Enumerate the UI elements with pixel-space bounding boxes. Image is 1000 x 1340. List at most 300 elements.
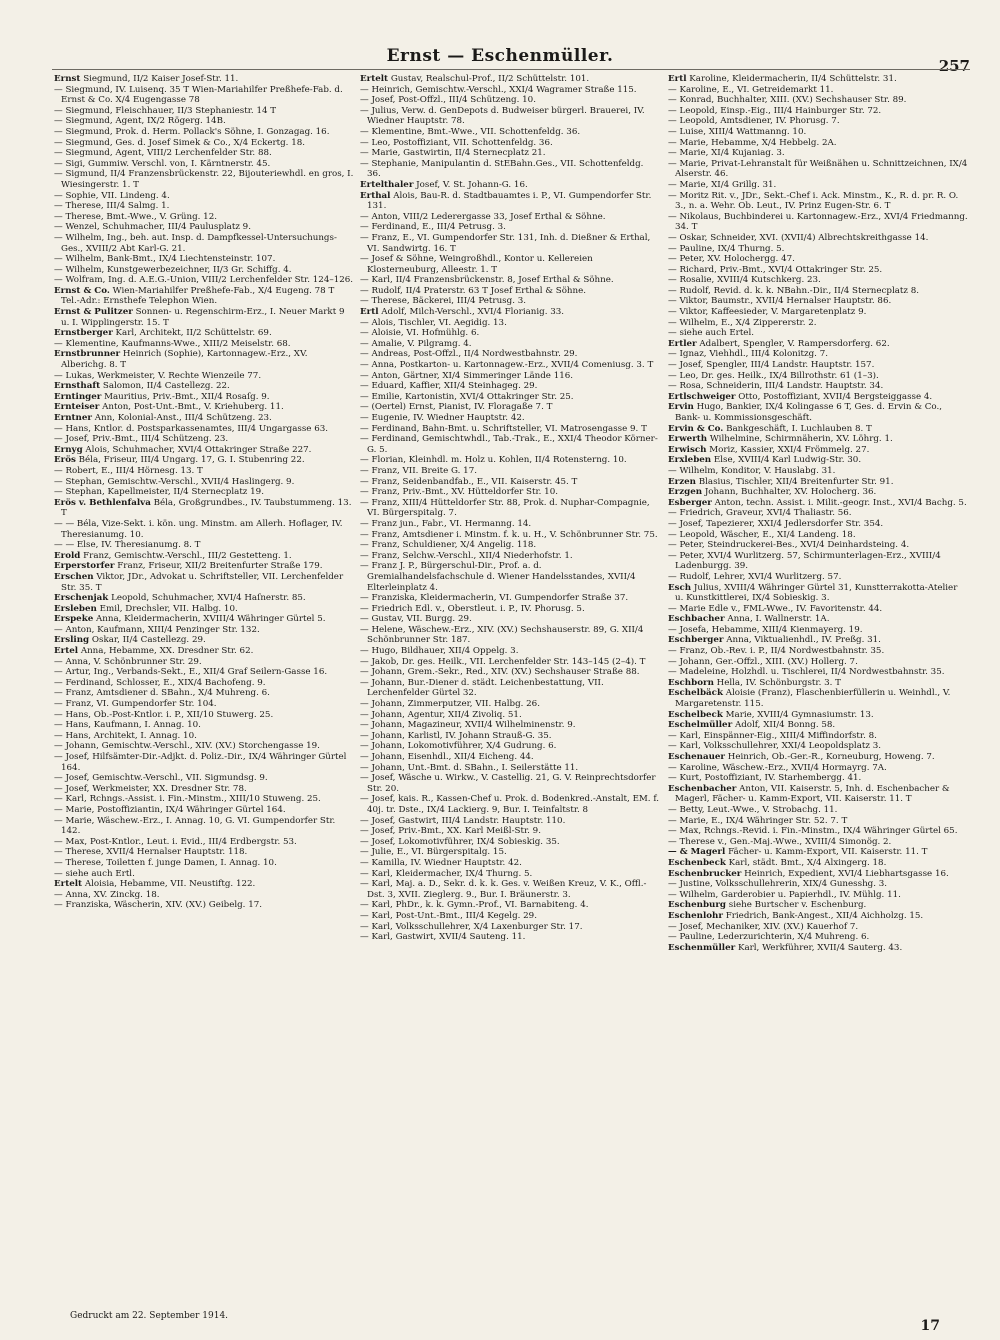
entry-details: Gustav, Realschul-Prof., II/2 Schüttelstr. 101. [390,74,590,84]
directory-entry [54,837,354,848]
directory-entry [54,424,354,435]
directory-entry [360,869,660,880]
entry-details: — Johann, Ger.-Offzl., XIII. (XV.) Hollerg. 7. [668,656,858,667]
directory-entry [668,530,968,541]
entry-details: — Franz, E., VI. Gumpendorfer Str. 131, Inh. d. Dießner & Erthal, VI. Sandwirtg. 16. T [360,232,651,254]
directory-entry [668,434,968,445]
directory-entry [360,159,660,180]
directory-entry [54,604,354,615]
entry-details: — Eugenie, IV. Wiedner Hauptstr. 42. [360,413,525,423]
directory-entry [360,191,660,212]
directory-entry [360,402,660,413]
entry-surname: Ernstbrunner [54,349,121,360]
entry-details: Marie, XVIII/4 Gymnasiumstr. 13. [725,709,874,720]
directory-entry [360,614,660,625]
entry-details: Béla, Großgrundbes., IV. Taubstummeng. 13. T [61,497,352,519]
entry-details: — Franz jun., Fabr., VI. Hermanng. 14. [360,518,532,529]
directory-entry [54,593,354,604]
directory-entry [54,191,354,202]
entry-details: Oskar, II/4 Castellezg. 29. [91,635,206,646]
entry-details: — Josef, Lokomotivführer, IX/4 Sobieskig. 35. [360,836,560,847]
directory-entry [54,371,354,382]
entry-details: Anna, Viktualienhdl., IV. Preßg. 31. [726,635,881,646]
entry-details: Blasius, Tischler, XII/4 Breitenfurter Str. 91. [698,476,894,487]
directory-entry [668,254,968,265]
entry-surname: Ertl [668,74,687,84]
entry-details: — Max, Rchngs.-Revid. i. Fin.-Minstm., IX/4 Währinger Gürtel 65. [668,826,958,837]
directory-entry [360,307,660,318]
directory-entry [668,837,968,848]
directory-entry [668,890,968,901]
entry-details: Viktor, JDr., Advokat u. Schriftsteller, VII. Lerchenfelder Str. 35. T [61,571,344,593]
entry-details: — Ferdinand, E., III/4 Petrusg. 3. [360,222,506,233]
directory-entry [668,402,968,423]
entry-surname: Eschenlohr [668,910,723,921]
directory-entry [54,477,354,488]
entry-details: Heinrich, Ob.-Ger.-R., Korneuburg, Howeng. 7. [727,752,935,762]
directory-entry [360,455,660,466]
entry-surname: Esch [668,582,692,593]
entry-surname: Ertelthaler [360,179,414,190]
directory-entry [54,794,354,805]
directory-entry [668,583,968,604]
entry-details: — Hans, Kntlor. d. Postsparkassenamtes, III/4 Ungargasse 63. [54,423,329,434]
entry-details: — Therese, Toiletten f. junge Damen, I. Annag. 10. [54,857,277,868]
directory-entry [360,657,660,668]
entry-details: — Josef, Tapezierer, XXI/4 Jedlersdorfer Str. 354. [668,518,884,529]
entry-details: Anna, Hebamme, XX. Dresdner Str. 62. [80,646,254,657]
entry-details: Anton, Post-Unt.-Bmt., V. Kriehuberg. 11. [102,402,284,413]
page-number: 257 [938,57,970,75]
entry-details: — Josef, Werkmeister, XX. Dresdner Str. 78. [54,783,247,794]
directory-entry [668,657,968,668]
directory-entry [360,212,660,223]
entry-details: — Artur, Ing., Verbands-Sekt., E., XII/4 Graf Seilern-Gasse 16. [54,667,328,678]
directory-entry [54,434,354,445]
entry-details: — Josef, kais. R., Kassen-Chef u. Prok. d. Bodenkred.-Anstalt, EM. f. 40j. tr. Dste., IX/4 Lackierg. 9, Bur. I. Teinfaltstr. 8 [360,794,660,815]
directory-entry [54,286,354,307]
entry-details: — Luise, XIII/4 Wattmanng. 10. [668,126,807,137]
directory-entry [360,551,660,562]
entry-details: — Rudolf, Lehrer, XVI/4 Wurlitzerg. 57. [668,571,842,582]
directory-entry [668,858,968,869]
directory-entry [360,911,660,922]
directory-entry [360,254,660,275]
directory-entry [668,625,968,636]
directory-entry [668,148,968,159]
entry-surname: Erperstorfer [54,561,115,572]
directory-entry [668,191,968,212]
entry-details: — Hans, Ob.-Post-Kntlor. i. P., XII/10 Stuwerg. 25. [54,709,274,720]
directory-entry [360,720,660,731]
entry-details: Karl, Architekt, II/2 Schüttelstr. 69. [115,328,272,339]
directory-entry [668,371,968,382]
entry-details: — Wilhelm, E., X/4 Zippererstr. 2. [668,317,817,328]
directory-entry [54,275,354,286]
entry-details: — Madeleine, Holzhdl. u. Tischlerei, II/4 Nordwestbahnstr. 35. [668,667,945,678]
entry-details: — Josef, Gemischtw.-Verschl., VII. Sigmundsg. 9. [54,773,268,784]
directory-entry [360,847,660,858]
entry-details: — Franziska, Kleidermacherin, VI. Gumpendorfer Straße 37. [360,593,629,604]
entry-details: — Johann, Agentur, XII/4 Zivoliq. 51. [360,709,522,720]
entry-details: — Wenzel, Schuhmacher, III/4 Paulusplatz 9. [54,222,251,233]
directory-entry [360,604,660,615]
entry-surname: Eschenbeck [668,857,726,868]
directory-entry [54,858,354,869]
entry-details: Hugo, Bankier, IX/4 Kolingasse 6 T, Ges. d. Ervin & Co., Bank- u. Kommissionsgeschäft. [675,402,942,423]
directory-entry [360,879,660,900]
entry-details: — Siegmund, IV. Luisenq. 35 T Wien-Mariahilfer Preßhefe-Fab. d. Ernst & Co. X/4 Eugengasse 78 [54,84,343,106]
entry-surname: Ervin & Co. [668,423,724,434]
directory-entry [54,731,354,742]
directory-entry [54,402,354,413]
directory-entry [54,328,354,339]
directory-entry [668,392,968,403]
entry-surname: Erwisch [668,444,707,455]
directory-entry [668,678,968,689]
entry-details: Alois, Bau-R. d. Stadtbauamtes i. P., VI. Gumpendorfer Str. 131. [367,190,652,212]
entry-details: — Ignaz, Viehhdl., III/4 Kolonitzg. 7. [668,349,828,360]
directory-entry [54,148,354,159]
directory-entry [360,922,660,933]
directory-entry [54,254,354,265]
page-header-title: Ernst — Eschenmüller. [386,46,614,66]
entry-details: — Franz, Amtsdiener i. Minstm. f. k. u. H., V. Schönbrunner Str. 75. [360,529,658,540]
column-right [668,74,968,1304]
entry-details: — Johann, Eisenhdl., XII/4 Eicheng. 44. [360,752,534,762]
directory-entry [360,286,660,297]
directory-entry [668,244,968,255]
directory-entry [360,424,660,435]
entry-details: Johann, Buchhalter, XV. Holocherg. 36. [704,487,877,498]
directory-entry [668,572,968,583]
directory-entry [668,233,968,244]
directory-entry [54,900,354,911]
directory-entry [54,392,354,403]
directory-entry [360,794,660,815]
directory-entry [360,413,660,424]
entry-details: — Helene, Wäschew.-Erz., XIV. (XV.) Sechshauserstr. 89, G. XII/4 Schönbrunner Str. 187. [360,624,644,646]
directory-entry [668,466,968,477]
entry-surname: Ersleben [54,603,97,614]
directory-entry [668,508,968,519]
entry-details: — Wolfram, Ing. d. A.E.G.-Union, VIII/2 Lerchenfelder Str. 124–126. [54,275,354,286]
directory-entry [668,720,968,731]
entry-surname: Eschenbacher [668,783,737,794]
directory-entry [668,805,968,816]
directory-entry [668,95,968,106]
entry-details: — Hans, Kaufmann, I. Annag. 10. [54,720,201,731]
directory-entry [668,667,968,678]
entry-details: — Therese, XVII/4 Hernalser Hauptstr. 118. [54,847,248,858]
directory-entry [360,127,660,138]
directory-entry [54,212,354,223]
directory-entry [668,604,968,615]
directory-entry [54,657,354,668]
entry-details: — Stephan, Kapellmeister, II/4 Sternecplatz 19. [54,487,264,498]
entry-surname: Ertel [54,646,79,657]
directory-entry [360,138,660,149]
entry-details: — Heinrich, Gemischtw.-Verschl., XXI/4 Wagramer Straße 115. [360,84,637,95]
entry-details: — (Oertel) Ernst, Pianist, IV. Floragaße 7. T [360,402,553,413]
entry-details: — Leopold, Amtsdiener, IV. Phorusg. 7. [668,116,840,127]
entry-details: — Johann, Magazineur, XVII/4 Wilhelminenstr. 9. [360,720,576,731]
entry-details: — Wilhelm, Konditor, V. Hauslabg. 31. [668,465,836,476]
entry-surname: Ernst [54,74,81,84]
entry-surname: Eschberger [668,635,724,646]
entry-details: — Anna, XV. Zinckg. 18. [54,889,160,900]
directory-entry [360,932,660,943]
entry-details: — Klementine, Bmt.-Wwe., VII. Schottenfeldg. 36. [360,126,581,137]
entry-surname: Erschenjak [54,593,109,604]
print-date: Gedruckt am 22. September 1914. [70,1311,229,1321]
directory-entry [54,169,354,190]
entry-details: Karl, Werkführer, XVII/4 Sauterg. 43. [737,942,903,953]
entry-details: Fächer- u. Kamm-Export, VII. Kaiserstr. 11. T [728,847,928,858]
entry-details: — Hugo, Bildhauer, XII/4 Oppelg. 3. [360,646,519,657]
entry-details: Adalbert, Spengler, V. Rampersdorferg. 62. [699,338,890,349]
directory-entry [54,572,354,593]
entry-details: — Alois, Tischler, VI. Aegidig. 13. [360,317,507,328]
entry-details: — Julie, E., VI. Bürgerspitalg. 15. [360,847,507,858]
entry-details: — Julius, Verw. d. GenDepots d. Budweiser bürgerl. Brauerei, IV. Wiedner Hauptstr. 78. [360,105,645,127]
directory-entry [54,127,354,138]
entry-surname: Ertl [360,307,379,318]
entry-details: — Josef, Gastwirt, III/4 Landstr. Hauptstr. 110. [360,815,566,826]
entry-details: — Marie, Postoffiziantin, IX/4 Währinger Gürtel 164. [54,804,286,815]
directory-entry [668,265,968,276]
directory-entry [668,646,968,657]
directory-entry [360,646,660,657]
entry-surname: Erntner [54,413,92,423]
entry-details: Aloisia, Hebamme, VII. Neustiftg. 122. [84,879,256,890]
directory-entry [668,710,968,721]
entry-details: — Siegmund, Agent, VIII/2 Lerchenfelder Str. 88. [54,148,272,159]
directory-entry [360,371,660,382]
directory-entry [54,445,354,456]
directory-entry [360,593,660,604]
entry-details: — Franz, Schuldiener, X/4 Angelig. 118. [360,540,537,551]
column-middle [360,74,660,1304]
directory-entry [54,699,354,710]
entry-details: — Wilhelm, Kunstgewerbezeichner, II/3 Gr. Schiffg. 4. [54,264,292,275]
directory-entry [668,138,968,149]
directory-entry [360,519,660,530]
entry-details: — Kurt, Postoffiziant, IV. Starhembergg. 41. [668,773,862,784]
entry-details: — Josef, Priv.-Bmt., XX. Karl Meißl-Str. 9. [360,826,541,837]
directory-entry [668,424,968,435]
directory-entry [668,106,968,117]
directory-entry [668,328,968,339]
column-left [54,74,354,1304]
entry-details: — Josef & Söhne, Weingroßhdl., Kontor u. Kellereien Klosterneuburg, Alleestr. 1. T [360,254,593,275]
entry-details: — — Béla, Vize-Sekt. i. kön. ung. Minstm. am Allerh. Hoflager, IV. Theresianumg. 10. [54,518,343,540]
directory-entry [54,784,354,795]
directory-entry [668,816,968,827]
entry-surname: Ernsthaft [54,381,101,392]
directory-entry [360,296,660,307]
directory-entry [54,773,354,784]
entry-details: Anna, Kleidermacherin, XVIII/4 Währinger Gürtel 5. [96,614,326,625]
directory-entry [54,646,354,657]
entry-surname: Eschenauer [668,752,726,762]
directory-entry [54,869,354,880]
directory-entry [54,678,354,689]
entry-details: — Karl, Post-Unt.-Bmt., III/4 Kegelg. 29. [360,910,537,921]
entry-details: — Marie, XI/4 Kujaniag. 3. [668,148,785,159]
entry-details: — Viktor, Kaffeesieder, V. Margaretenplatz 9. [668,307,867,318]
entry-details: Adolf, Milch-Verschl., XVI/4 Florianig. 33. [381,307,565,318]
entry-details: — Marie Edle v., FML-Wwe., IV. Favoritenstr. 44. [668,603,883,614]
directory-entry [360,233,660,254]
entry-surname: Erzen [668,476,696,487]
directory-entry [54,106,354,117]
entry-details: Hella, IV. Schönburgstr. 3. T [716,677,841,688]
directory-entry [360,148,660,159]
entry-details: — Ferdinand, Gemischtwhdl., Tab.-Trak., E., XXI/4 Theodor Körner-G. 5. [360,434,658,455]
entry-details: Alois, Schuhmacher, XVI/4 Ottakringer Straße 227. [85,444,312,455]
directory-entry [668,360,968,371]
entry-surname: Erös [54,455,76,466]
entry-surname: Erwerth [668,434,708,445]
directory-entry [668,116,968,127]
entry-details: — Andreas, Post-Offzl., II/4 Nordwestbahnstr. 29. [360,349,578,360]
entry-details: — Richard, Priv.-Bmt., XVI/4 Ottakringer Str. 25. [668,264,883,275]
directory-entry [54,847,354,858]
entry-details: siehe Burtscher v. Eschenburg. [728,900,867,911]
directory-entry [54,466,354,477]
directory-entry [668,943,968,954]
entry-details: — — Else, IV. Theresianumg. 8. T [54,540,201,551]
entry-surname: Eschelbäck [668,688,723,699]
entry-details: — Anna, Postkarton- u. Kartonnagew.-Erz., XVII/4 Comeniusg. 3. T [360,360,654,371]
directory-entry [668,318,968,329]
directory-entry [668,763,968,774]
directory-entry [668,159,968,180]
directory-entry [668,731,968,742]
entry-surname: Esberger [668,497,712,508]
directory-entry [54,138,354,149]
entry-details: — Karoline, Wäschew.-Erz., XVII/4 Hormayrg. 7A. [668,762,887,773]
entry-details: Anton, VII. Kaiserstr. 5, Inh. d. Eschenbacher & Magerl, Fächer- u. Kamm-Export, VII. Kaiserstr. 11. T [675,783,950,805]
entry-details: — Amalie, V. Pilgramg. 4. [360,338,472,349]
directory-entry [360,858,660,869]
entry-details: — Siegmund, Fleischhauer, II/3 Stephaniestr. 14 T [54,105,277,116]
entry-surname: Erntinger [54,391,102,402]
directory-entry [360,667,660,678]
directory-entry [360,95,660,106]
entry-surname: Ernstberger [54,328,113,339]
entry-details: — Marie, XI/4 Grillg. 31. [668,179,777,190]
directory-entry [54,879,354,890]
entry-details: — Franz, Priv.-Bmt., XV. Hütteldorfer Str. 10. [360,487,558,498]
signature-number: 17 [920,1318,940,1334]
directory-entry [668,445,968,456]
directory-entry [668,847,968,858]
entry-details: — Ferdinand, Bahn-Bmt. u. Schriftsteller, VI. Matrosengasse 9. T [360,423,647,434]
entry-details: — Rudolf, II/4 Praterstr. 63 T Josef Erthal & Söhne. [360,285,587,296]
directory-entry [360,625,660,646]
entry-details: Heinrich, Expedient, XVI/4 Liebhartsgasse 16. [744,868,949,879]
entry-details: — Florian, Kleinhdl. m. Holz u. Kohlen, II/4 Rotensterng. 10. [360,455,627,466]
entry-details: — Leo, Dr. ges. Heilk., IX/4 Billrothstr. 61 (1–3). [668,370,879,381]
entry-details: — Karl, PhDr., k. k. Gymn.-Prof., VI. Barnabiteng. 4. [360,900,589,911]
entry-details: — Pauline, Lederzurichterin, X/4 Muhreng. 6. [668,932,870,943]
directory-entry [360,731,660,742]
entry-details: — Karl, Volksschullehrer, XXI/4 Leopoldsplatz 3. [668,741,881,752]
entry-details: — Josef, Hilfsämter-Dir.-Adjkt. d. Poliz.-Dir., IX/4 Währinger Gürtel 164. [54,752,347,773]
directory-entry [668,741,968,752]
entry-details: — Johann, Zimmerputzer, VII. Halbg. 26. [360,699,540,710]
entry-details: — Peter, XV. Holochergg. 47. [668,254,795,265]
entry-details: — Johann, Unt.-Bmt. d. SBahn., I. Seilerstätte 11. [360,762,579,773]
directory-entry [54,116,354,127]
entry-details: — Anna, V. Schönbrunner Str. 29. [54,656,202,667]
directory-entry [54,752,354,773]
entry-details: — Siegmund, Prok. d. Herm. Pollack's Söhne, I. Gonzagag. 16. [54,126,330,137]
entry-surname: Ertelt [360,74,389,84]
directory-entry [668,911,968,922]
directory-entry [54,741,354,752]
entry-details: — Siegmund, Ges. d. Josef Simek & Co., X/4 Eckertg. 18. [54,137,306,148]
directory-entry [360,710,660,721]
entry-details: — Sigmund, II/4 Franzensbrückenstr. 22, Bijouteriewhdl. en gros, I. Wiesingerstr. 1. T [54,169,354,190]
entry-surname: Erös v. Bethlenfalva [54,497,151,508]
entry-details: — Therese, Bmt.-Wwe., V. Grüng. 12. [54,211,217,222]
entry-details: — Franz, Selchw.-Verschl., XII/4 Niederhofstr. 1. [360,550,573,561]
directory-entry [668,519,968,530]
entry-details: — Rudolf, Revid. d. k. k. NBahn.-Dir., II/4 Sternecplatz 8. [668,285,920,296]
directory-entry [360,339,660,350]
entry-details: — Siegmund, Agent, IX/2 Rögerg. 14B. [54,116,226,127]
entry-details: — Hans, Architekt, I. Annag. 10. [54,730,197,741]
directory-entry [54,540,354,551]
entry-details: — Josef, Wäsche u. Wirkw., V. Castellig. 21, G. V. Reinprechtsdorfer Str. 20. [360,773,656,794]
entry-details: Josef, V. St. Johann-G. 16. [416,179,528,190]
entry-surname: Eschbacher [668,614,725,625]
directory-entry [668,85,968,96]
directory-entry [360,699,660,710]
directory-entry [668,381,968,392]
directory-entry [54,805,354,816]
entry-details: — Sigi, Gummiw. Verschl. von, I. Kärntnerstr. 45. [54,158,271,169]
entry-details: — Franziska, Wäscherin, XIV. (XV.) Geibelg. 17. [54,900,263,911]
directory-entry [668,922,968,933]
directory-entry [668,540,968,551]
entry-details: — Peter, Steindruckerei-Bes., XVI/4 Deinhardsteing. 4. [668,540,910,551]
entry-details: — Viktor, Baumstr., XVII/4 Hernalser Hauptstr. 86. [668,296,892,307]
entry-details: Else, XVIII/4 Karl Ludwig-Str. 30. [713,455,862,466]
directory-entry [54,74,354,85]
entry-details: — Eduard, Kaffier, XII/4 Steinhageg. 29. [360,381,538,392]
directory-entry [360,540,660,551]
directory-entry [668,286,968,297]
directory-entry [54,519,354,540]
directory-entry [54,688,354,699]
entry-details: — Wilhelm, Ing., beh. aut. Insp. d. Dampfkessel-Untersuchungs-Ges., XVIII/2 Abt Karl-G. 21. [54,232,337,254]
entry-details: — Aloisie, VI. Hofmühlg. 6. [360,328,480,339]
entry-details: Leopold, Schuhmacher, XVI/4 Haſnerstr. 85. [111,593,306,604]
entry-surname: Ernst & Pulitzer [54,307,133,318]
directory-entry [668,869,968,880]
entry-details: — Marie, Privat-Lehranstalt für Weißnähen u. Schnittzeichnen, IX/4 Alserstr. 46. [668,158,968,180]
directory-entry [54,487,354,498]
directory-entry [360,741,660,752]
entry-surname: Ersling [54,635,90,646]
entry-details: — Johann, Gemischtw.-Verschl., XIV. (XV.) Storchengasse 19. [54,741,320,752]
entry-details: — Johann, Karlistl, IV. Johann Strauß-G. 35. [360,730,552,741]
entry-surname: Ernteiser [54,402,100,413]
